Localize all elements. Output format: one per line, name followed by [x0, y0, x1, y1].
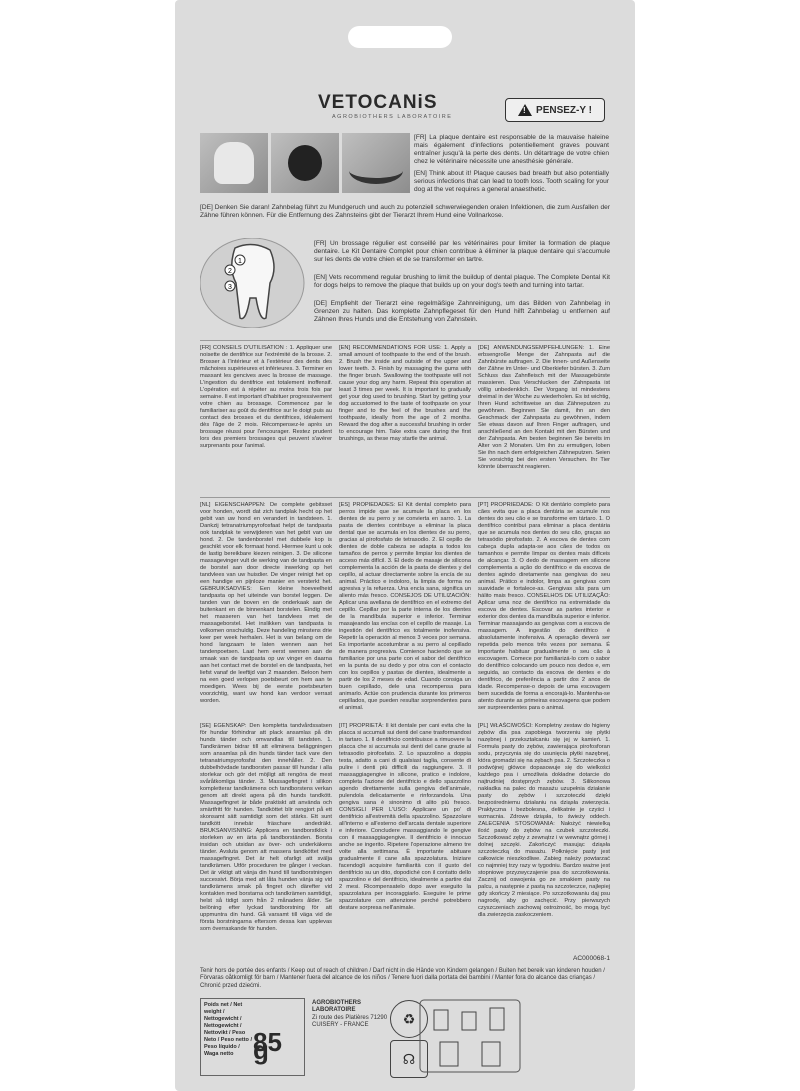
- tooth-photo: [200, 133, 268, 193]
- keep-away-notice: Tenir hors de portée des enfants / Keep out of reach of children / Darf nicht in die Hände von Kindern gelangen / Buiten het bereik van kinderen houden / Förvaras oåtkomligt för barn / Mantener fuera del alcance de los niños / Tenere fuori dalla portata dei bambini / Manter fora do alcance das crianças / Chronić przed dziećmi.: [200, 968, 605, 989]
- brand-tagline: AGROBIOTHERS LABORATOIRE: [332, 114, 453, 120]
- intro-fr: [FR] La plaque dentaire est responsable de la mauvaise haleine mais également d'infections potentiellement graves pouvant entraîner jusqu'à la perte des dents. Un détartrage de votre chien chez le vétérinaire nécessite une anesthésie générale.: [414, 134, 609, 166]
- warning-triangle-icon: !: [518, 104, 532, 116]
- net-weight-value: 85 g: [253, 1027, 282, 1065]
- divider: [200, 340, 610, 341]
- teeth-photos: [200, 133, 410, 193]
- divider: [200, 497, 610, 498]
- tooth-number-2: 2: [228, 268, 232, 275]
- maker-address: Zi route des Platières 71290 CUISERY - FRANCE: [312, 1014, 388, 1029]
- infected-tooth-photo: [271, 133, 339, 193]
- properties-se: [SE] EGENSKAP: Den kompletta tandvårdssatsen för hundar förhindrar att plack ansamlas på din hunds tänder och omvandlas till tandsten. 1. Tandkrämen bidrar till att eliminera beläggningen som ansamlas på din hunds tänder tack vare den tetranatriumpyrofosfat den innehåller. 2. Den dubbelhövdade tandborsten passar till hundar i alla storlekar och gör det möjligt att rengöra de mest svåråtkomliga tänder. 3. Massagefingret i silikon kompletterar tandkrämens och tandborstens verkan genom att direkt agera på din hunds tandkött. Massagefingret är både praktiskt att använda och smärtfritt för hunden. Tandköttet blir rengjort på ett skonsamt sätt samtidigt som det stärks. Ett sunt tandkött innebär fräschare andedräkt. BRUKSANVISNING: Applicera en tandborstklick i storleken av en ärta på tandborständen. Borsta insidan och utsidan av över- och underkäkens tänder. Avsluta genom att massera tandköttet med massagefingret. Det är helt ofarligt att svälja tandkrämen. Utför proceduren tre gånger i veckan. Det är viktigt att vänja din hund till tandborstningen successivt. Börja med att låta hunden vänja sig vid tandkrämens smak på fingret och därefter vid kontakten med borstarna och tandkrämen samtidigt, helst så tidigt som från 2 månaders ålder. Se belöning efter lyckad tandborstning för att uppmuntra din hund. Gå varsamt till väga vid de första borstningarna eftersom dessa kan upplevas som överraskande för hunden.: [200, 723, 332, 932]
- dentures-photo: [342, 133, 410, 193]
- properties-nl: [NL] EIGENSCHAPPEN: De complete gebitsset voor honden, wordt dat zich tandplak hecht op het gebit van uw hond en verandert in tandsteen. 1. Dankzij tetranatriumpyrofosfaat helpt de tandpasta ook tandplak te verwijderen van het gebit van uw hond. 2. De tandenborstel met dubbele kop is geschikt voor elk formaat hond. Hiermee kunt u ook de lastig bereikbare kiezen reinigen. 3. De silicone massagevinger vult de werking van de tandpasta en de borstel aan door directe inwerking op het tandvlees van uw huisdier. De vinger reinigt het op een handige en pijnloze manier en versterkt het. GEBRUIKSADVIES: Een kleine hoeveelheid tandpasta op het uiteinde van borstel leggen. De tanden van de boven en de onderkaak aan de buitenkant en de binnenkant borstelen. Eindig met het masseren van het tandvlees met de massageborstel. Het inslikken van tandpasta is volkomen onschuldig. Deze handeling minstens drie keer per week herhalen. Het is van belang om de hond langzaam te laten wennen aan het tandenpoetsen. Laat hem eerst wennen aan de smaak van de tandpasta op uw vinger en daarna aan het contact met de borstel en de tandpasta, het liefst vanaf de leeftijd van 2 maanden. Beloon hem na een goed verlopen poetsbeurt om hem aan te moedigen. Wees bij de eerste poetsbeurten voorzichtig, want uw hond kan verdoor verrast worden.: [200, 502, 332, 704]
- brushing-en: [EN] Vets recommend regular brushing to limit the buildup of dental plaque. The Complete Dental Kit for dogs helps to remove the plaque that builds up on your dog's teeth and turning into tartar.: [314, 274, 610, 290]
- net-weight-labels: Poids net / Net weight / Nettogewicht / Nettogewicht / Nettovikt / Peso Neto / Peso netto / Peso líquido / Waga netto: [204, 1002, 252, 1057]
- hang-hole: [348, 26, 452, 48]
- properties-es: [ES] PROPIEDADES: El Kit dental completo para perros impide que se acumule la placa en los dientes de su perro y se convierta en sarro. 1. La pasta de dientes contribuye a eliminar la placa dental que se acumula en los dientes de su perro, gracias al pirofosfato de tetrasodio. 2. El cepillo de dientes de doble cabeza se adapta a todos los tamaños de perros y permite limpiar los dientes de acceso más difícil. 3. El dedo de masaje de silicona complementa la acción de la pasta de dientes y del cepillo, al actuar directamente sobre la encía de su animal. Práctico e indoloro, la limpia de forma no agresiva y la refuerza. Una encía sana, significa un aliento más fresco. CONSEJOS DE UTILIZACIÓN: Aplicar una avellana de dentífrico en el extremo del cepillo. Cepillar por la parte interna de los dientes de la mandíbula superior e inferior. Terminar masajeando las encías con el cepillo de masaje. La ingestión del dentífrico es totalmente inofensiva. Repetir la operación al menos 3 veces por semana. Es importante acostumbrar a su perro al cepillado de manera progresiva. Comience haciendo que se familiarice por una parte con el sabor del dentífrico en la punta de su dedo y por otra con el contacto con los cepillos y pastas de dientes, idealmente a partir de los 2 meses de edad. Cuando consiga un buen cepillado, dele una recompensa para animarlo. Actúe con prudencia durante los primeros cepillados, que pueden resultar sorprendentes para el animal.: [339, 502, 471, 711]
- recycle-icon: ♻: [390, 1000, 428, 1038]
- intro-de: [DE] Denken Sie daran! Zahnbelag führt zu Mundgeruch und auch zu potenziell schwerwiegenden oralen Infektionen, die zum Ausfallen der Zähne führen können. Für die Entfernung des Zahnsteins gibt der Tierarzt Ihrem Hund eine Vollnarkose.: [200, 204, 610, 220]
- warning-label: PENSEZ-Y !: [536, 104, 592, 116]
- intro-en: [EN] Think about it! Plaque causes bad breath but also potentially serious infections that can lead to tooth loss. Tooth scaling for your dog at the vet requires a general anaesthetic.: [414, 170, 609, 194]
- usage-fr: [FR] CONSEILS D'UTILISATION : 1. Appliquer une noisette de dentifrice sur l'extrémité de la brosse. 2. Brosser à l'intérieur et à l'extérieur des dents des mâchoires supérieures et inférieures. 3. Terminer en massant les gencives avec la brosse de massage. L'ingestion du dentifrice est totalement inoffensif. L'opération est à répéter au moins trois fois par semaine. Il est important d'habituer progressivement votre chien au brossage. Commencez par le familiariser au goût du dentifrice sur le doigt puis au contact des brosses et du dentifrices, idéalement dès l'âge de 2 mois. Récompensez-le après un brossage réussi pour l'encourager. Restez prudent lors des premiers brossages qui peuvent s'avérer surprenants pour l'animal.: [200, 345, 332, 449]
- properties-pt: [PT] PROPRIEDADE: O Kit dentário completo para cães evita que a placa dentária se acumule nos dentes do seu cão e se transforme em tártaro. 1. O dentífrico contribui para eliminar a placa dentária que se acumula nos dentes do seu cão, graças ao tetrasódio pirofosfato. 2. A escova de dentes com cabeça dupla adapta-se aos cães de todos os tamanhos e permite limpar os dentes mais difíceis de alcançar. 3. O dedo de massagem em silicone complementa a ação do dentífrico e da escova de dentes agindo diretamente nas gengivas do seu animal. Prático e indolor, limpa as gengivas com suavidade e fortalece-as. Gengivas sãs para um hálito mais fresco. CONSELHOS DE UTILIZAÇÃO: Aplicar uma noz de dentífrico na extremidade da escova de dentes. Escovar as partes interior e exterior dos dentes da mandíbula superior e inferior. Terminar massajando as gengivas com a escova de massagem. A ingestão do dentífrico é absolutamente inofensiva. A operação deverá ser repetida pelo menos três vezes por semana. É importante habituar gradualmente o seu cão à escovagem. Comece por familiarizá-lo com o sabor do dentífrico colocando um pouco nos dedos e, em seguida, ao contacto da escova de dentes e do dentífrico, de preferência a partir dos 2 anos de idade. Recompense-o depois de uma escovagem bem sucedida de forma a encorajá-lo. Mantenha-se atento durante as primeiras escovagens que podem ser surpreendentes para o animal.: [478, 502, 610, 711]
- maker-name: AGROBIOTHERS LABORATOIRE: [312, 1000, 362, 1014]
- properties-it: [IT] PROPRIETÀ: Il kit dentale per cani evita che la placca si accumuli sui denti del cane trasformandosi in tartaro. 1. Il dentifricio contribuisce a rimuovere la placca che si accumula sui denti del cane grazie al tetrasodio pirofosfato. 2. Lo spazzolino a doppia testa, adatto a cani di qualsiasi taglia, consente di pulire i denti più difficili da raggiungere. 3. Il massaggiagengive in silicone, pratico e indolore, completa l'azione del dentifricio e dello spazzolino agendo direttamente sulla gengiva dell'animale, pulendola delicatamente e rinforzandola. Una gengiva sana è sinonimo di alito più fresco. CONSIGLI PER L'USO: Applicare un po' di dentifricio all'estremità della spazzolino. Spazzolare all'interno e all'esterno dell'arcata dentale superiore e inferiore. Concludere massaggiando le gengive con il massaggiagengive. Il dentifricio è innocuo anche se ingerito. Ripetere l'operazione almeno tre volte alla settimana. È importante abituare gradualmente il cane alla spazzolatura. Iniziare facendogli acquisire familiarità con il gusto del dentifricio su un dito, dopodiché con il contatto dello spazzolino e del dentifricio, idealmente a partire dai 2 mesi. Ricompensatelo dopo aver eseguito la spazzolatura per incoraggiarlo. Eseguire le prime spazzolature con attenzione perché potrebbero destare sorpresa nell'animale.: [339, 723, 471, 911]
- brushing-fr: [FR] Un brossage régulier est conseillé par les vétérinaires pour limiter la formation de plaque dentaire. Le Kit Dentaire Complet pour chien contribue à éliminer la plaque dentaire qui s'accumule sur les dents de votre chien et de se transformer en tartre.: [314, 240, 610, 264]
- sorting-instructions-icon: [410, 998, 530, 1076]
- usage-de: [DE] ANWENDUNGSEMPFEHLUNGEN: 1. Eine erbsengroße Menge der Zahnpasta auf die Zahnbürste auftragen. 2. Die Innen- und Außenseite der Zähne im Unter- und Oberkiefer bürsten. 3. Zum Schluss das Zahnfleisch mit der Massagebürste massieren. Das Verschlucken der Zahnpasta ist völlig unbedenklich. Der Vorgang ist mindestens dreimal in der Woche zu wiederholen. Es ist wichtig, Ihren Hund schrittweise an das Zähneputzen zu gewöhnen. Beginnen Sie damit, ihn an den Geschmack der Zahnpasta zu gewöhnen, indem Sie etwas davon auf Ihren Finger auftragen, und anschließend an den Kontakt mit den Bürsten und der Zahnpasta. Am besten beginnen Sie bereits im Alter von 2 Monaten. Um ihn zu ermutigen, loben Sie ihn nach dem erfolgreichen Zähneputzen. Seien Sie vorsichtig bei den ersten Versuchen. Ihr Tier könnte überrascht reagieren.: [478, 345, 610, 470]
- tooth-diagram: [200, 238, 305, 328]
- product-code: AC000068-1: [572, 955, 610, 962]
- properties-pl: [PL] WŁAŚCIWOŚCI: Kompletny zestaw do higieny zębów dla psa zapobiega tworzeniu się płytki nazębnej i przekształcaniu się jej w kamień. 1. Formuła pasty do zębów, zawierająca pirofosforan sodu, przyczynia się do usunięcia płytki nazębnej, która gromadzi się na zębach psa. 2. Szczoteczka o podwójnej główce dopasowuje się do wielkości każdego psa i umożliwia dokładne dotarcie do najtrudniej dostępnych zębów. 3. Silikonowa nakładka na palec do masażu uzupełnia działanie pasty do zębów i szczoteczki dzięki bezpośredniemu działaniu na dziąsła zwierzęcia. Praktyczna i bezbolesna, delikatnie je czyści i wzmacnia. Zdrowe dziąsła, to świeży oddech. ZALECENIA STOSOWANIA: Nałożyć niewielką ilość pasty do zębów na czubek szczoteczki. Szczotkować zęby z zewnątrz i w wewnątrz górnej i dolnej szczęki. Zakończyć masując dziąsła szczoteczką do masażu. Połknięcie pasty jest całkowicie nieszkodliwe. Zabieg należy powtarzać co najmniej trzy razy w tygodniu. Bardzo ważne jest stopniowe przyzwyczajenie psa do szczotkowania. Zacznij od oswojenia go ze smakiem pasty na palcu, a następnie z pastą na szczoteczce, najlepiej gdy skończy 2 miesiące. Po szczotkowaniu daj psu nagrodę, aby go zachęcić. Przy pierwszych czyszczeniach zachowaj ostrożność, bo mogą być dla zwierzęcia zaskoczeniem.: [478, 723, 610, 918]
- tooth-number-1: 1: [238, 258, 242, 265]
- brushing-de: [DE] Empfiehlt der Tierarzt eine regelmäßige Zahnreinigung, um das Bilden von Zahnbelag in Grenzen zu halten. Das komplette Zahnpflegeset für den Hund hilft Zahnbelag u entfernen auf Zähnen Ihres Hunds und die Entstehung von Zahnstein.: [314, 300, 610, 324]
- maker-info: [312, 1000, 390, 1030]
- brand-logo: VETOCANiS: [318, 92, 438, 113]
- usage-en: [EN] RECOMMENDATIONS FOR USE: 1. Apply a small amount of toothpaste to the end of the brush. 2. Brush the inside and outside of the upper and lower teeth. 3. Finish by massaging the gums with the finger brush. Swallowing the toothpaste will not cause your dog any harm. Repeat this operation at least 3 times per week. It is important to gradually get your dog used to brushing. Start by getting your dog accustomed to the taste of toothpaste on your finger and to the feel of the brushes and the toothpaste, ideally from the age of 2 months. Reward the dog after a successful brushing in order to encourage him. Take extra care during the first brushings, as these may startle the animal.: [339, 345, 471, 442]
- triman-icon: ☊: [390, 1040, 428, 1078]
- tooth-number-3: 3: [228, 284, 232, 291]
- warning-badge: [505, 98, 605, 122]
- net-weight-box: [200, 998, 305, 1076]
